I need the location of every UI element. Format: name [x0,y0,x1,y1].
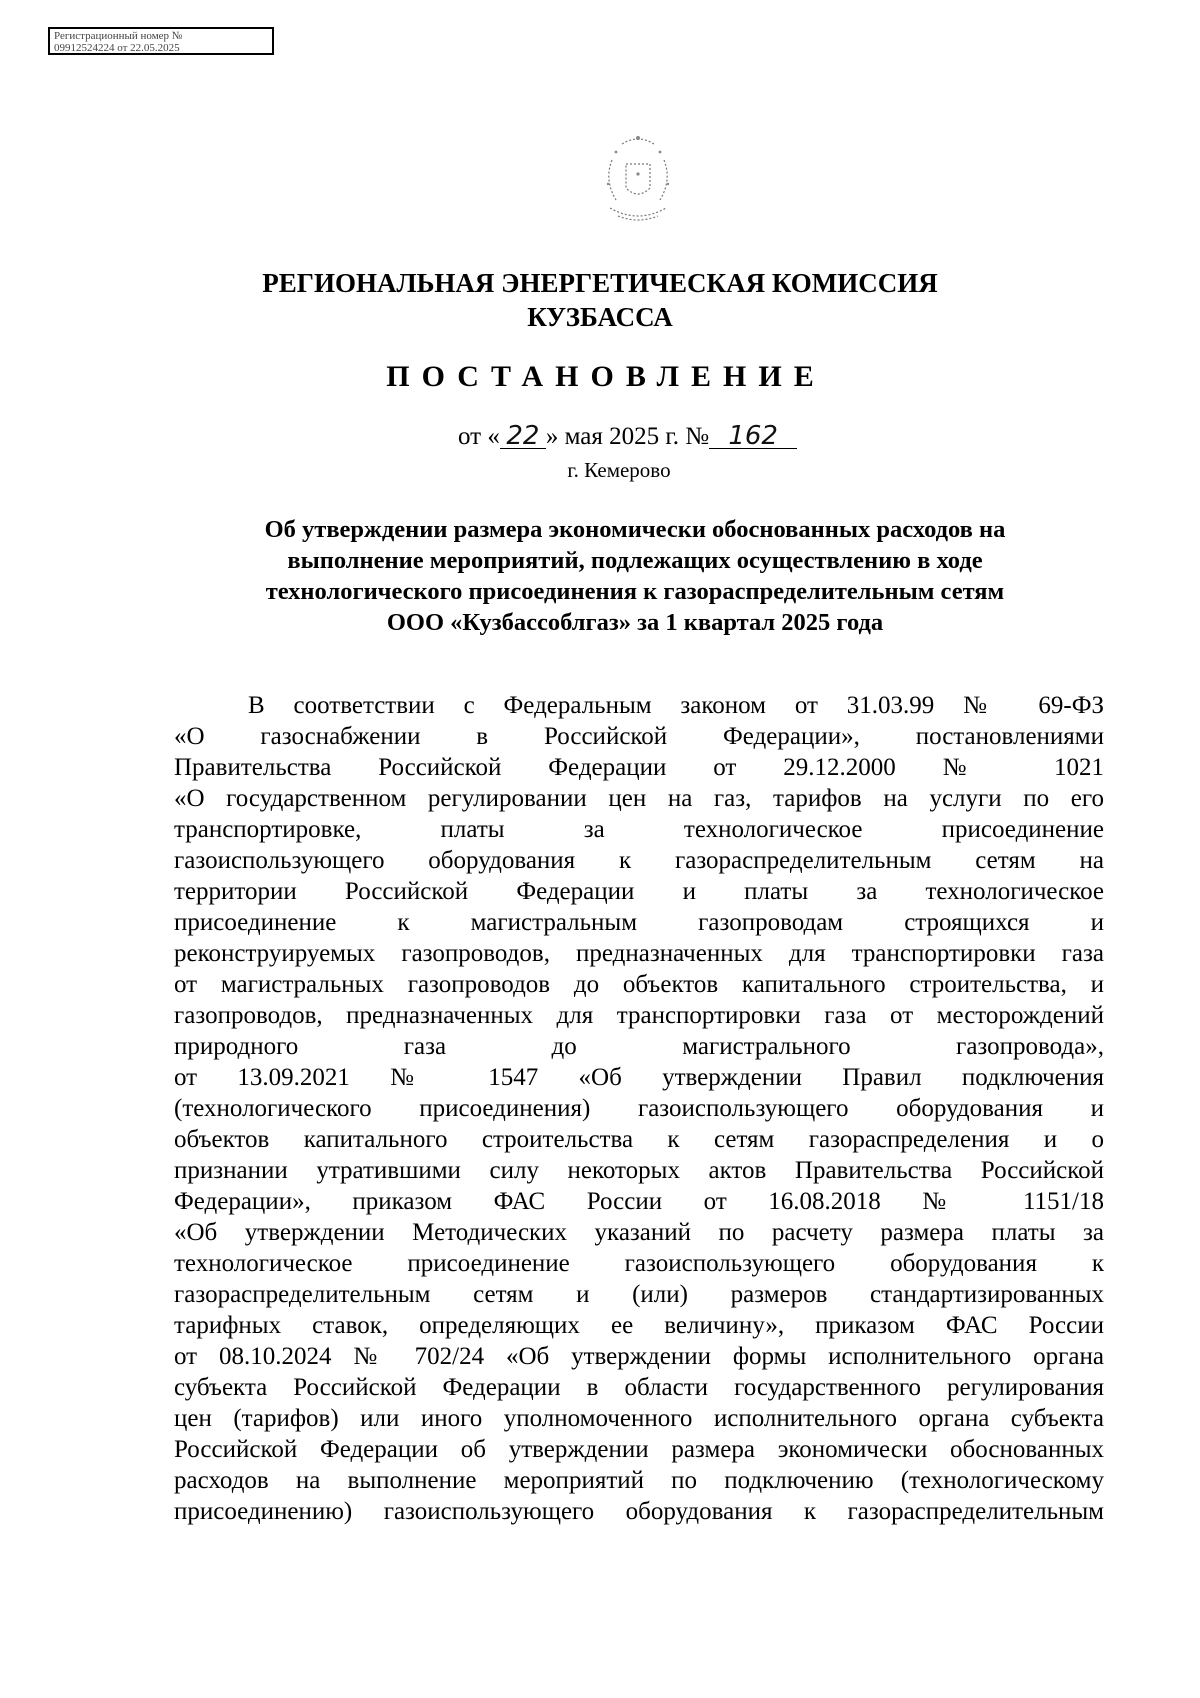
registration-stamp [48,27,274,55]
body-line: реконструируемых газопроводов, предназначенных для транспортировки газа [174,940,1104,967]
body-line: газопроводов, предназначенных для транспортировки газа от месторождений [174,1002,1104,1029]
subject-line: выполнение мероприятий, подлежащих осуществлению в ходе [287,547,983,574]
body-line: «Об утверждении Методических указаний по расчету размера платы за [174,1219,1104,1246]
handwritten-day: 22 [500,424,546,449]
body-line: присоединение к магистральным газопроводам строящихся и [174,909,1104,936]
subject-line: Об утверждении размера экономически обоснованных расходов на [264,516,1006,543]
body-line: объектов капитального строительства к сетям газораспределения и о [174,1126,1104,1153]
body-line: от 13.09.2021 № 1547 «Об утверждении Правил подключения [174,1064,1104,1091]
body-paragraph [174,690,1104,1527]
body-line: территории Российской Федерации и платы за технологическое [174,878,1104,905]
body-line: присоединению) газоиспользующего оборудования к газораспределительным [174,1498,1104,1525]
body-line: тарифных ставок, определяющих ее величину», приказом ФАС России [174,1312,1104,1339]
document-subject [200,514,1070,638]
organization-name: РЕГИОНАЛЬНАЯ ЭНЕРГЕТИЧЕСКАЯ КОМИССИЯ [262,268,938,298]
date-line [458,423,797,451]
body-line: субъекта Российской Федерации в области государственного регулирования [174,1374,1104,1401]
organization-region: КУЗБАССА [527,302,673,332]
body-line: природного газа до магистрального газопровода», [174,1033,1104,1060]
body-line: транспортировке, платы за технологическое присоединение [174,816,1104,843]
subject-line: ООО «Кузбассоблгаз» за 1 квартал 2025 года [386,609,884,636]
city: г. Кемерово [567,458,671,482]
body-line: расходов на выполнение мероприятий по подключению (технологическому [174,1467,1104,1494]
body-line: технологическое присоединение газоиспользующего оборудования к [174,1250,1104,1277]
coat-of-arms-icon [592,130,684,230]
document-type: ПОСТАНОВЛЕНИЕ [386,360,826,393]
registration-number: 09912524224 от 22.05.2025 [54,42,180,54]
date-prefix: от « [458,423,500,450]
body-line: от магистральных газопроводов до объектов капитального строительства, и [174,971,1104,998]
body-line: Правительства Российской Федерации от 29.12.2000 № 1021 [174,754,1104,781]
handwritten-number: 162 [709,424,797,449]
body-line: «О газоснабжении в Российской Федерации», постановлениями [174,723,1104,750]
body-line: газоиспользующего оборудования к газораспределительным сетям на [174,847,1104,874]
subject-line: технологического присоединения к газораспределительным сетям [265,578,1005,605]
body-line: цен (тарифов) или иного уполномоченного исполнительного органа субъекта [174,1405,1104,1432]
body-line: «О государственном регулировании цен на газ, тарифов на услуги по его [174,785,1104,812]
body-line: признании утратившими силу некоторых актов Правительства Российской [174,1157,1104,1184]
body-line: (технологического присоединения) газоиспользующего оборудования и [174,1095,1104,1122]
body-line: Российской Федерации об утверждении размера экономически обоснованных [174,1436,1104,1463]
body-line: Федерации», приказом ФАС России от 16.08.2018 № 1151/18 [174,1188,1104,1215]
body-line: от 08.10.2024 № 702/24 «Об утверждении формы исполнительного органа [174,1343,1104,1370]
registration-label: Регистрационный номер № [54,30,183,42]
body-line: В соответствии с Федеральным законом от 31.03.99 № 69-ФЗ [248,692,1104,719]
date-middle: » мая 2025 г. № [545,423,710,450]
body-line: газораспределительным сетям и (или) размеров стандартизированных [174,1281,1104,1308]
